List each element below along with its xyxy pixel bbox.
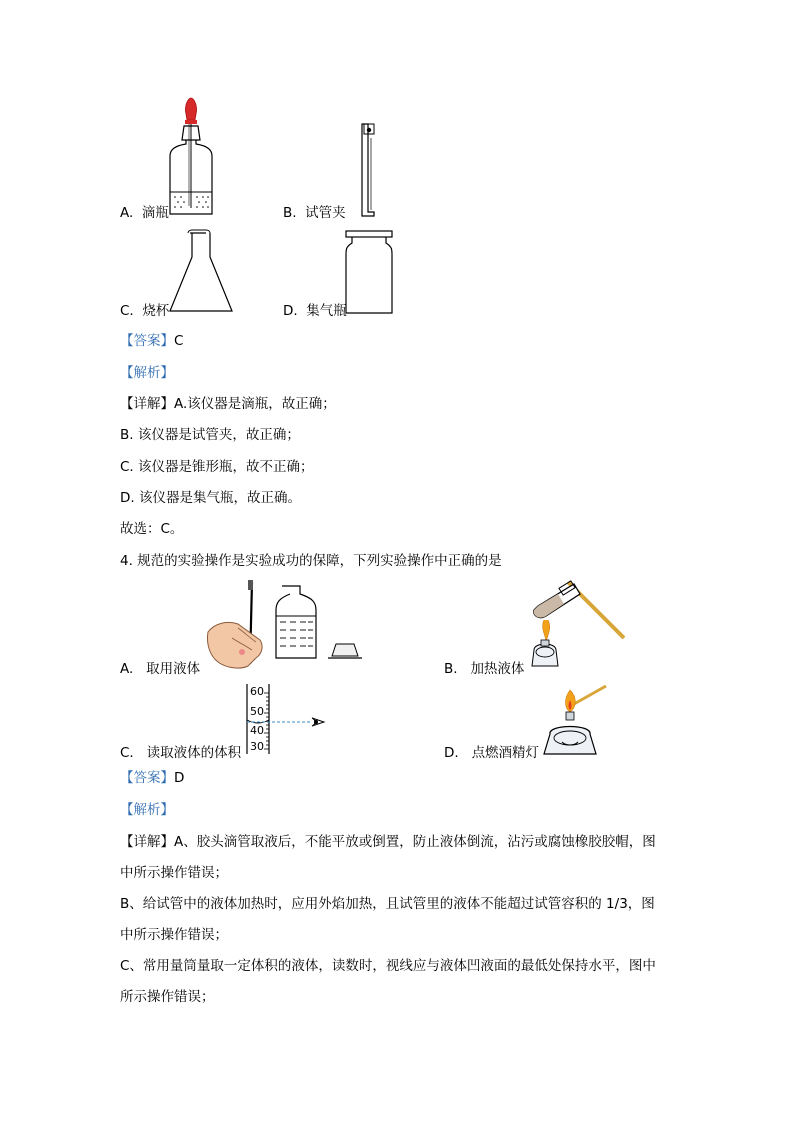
q3-detail-line-2: B. 该仪器是试管夹，故正确； (120, 427, 300, 443)
q4-detail-line-2: 中所示操作错误； (120, 865, 228, 881)
q3-option-b: B. 试管夹 (283, 205, 346, 221)
q4-analysis-heading: 【解析】 (120, 802, 174, 818)
heating-liquid-figure (524, 576, 630, 676)
q4-detail-line-6: 所示操作错误； (120, 989, 215, 1005)
conical-flask-figure (166, 229, 238, 317)
cylinder-tick-30: 30 (250, 740, 264, 753)
q3-detail-line-4: D. 该仪器是集气瓶，故正确。 (120, 490, 301, 506)
q4-detail-line-3: B、给试管中的液体加热时，应用外焰加热，且试管里的液体不能超过试管容积的 1/3，图 (120, 896, 655, 912)
q3-answer: 【答案】C (120, 333, 184, 349)
cylinder-tick-50: 50 (250, 705, 264, 718)
q4-option-d: D. 点燃酒精灯 (444, 745, 540, 761)
cylinder-tick-40: 40 (250, 724, 264, 737)
q4-detail-line-5: C、常用量筒量取一定体积的液体，读数时，视线应与液体凹液面的最低处保持水平，图中 (120, 958, 656, 974)
alcohol-lamp-figure (540, 684, 610, 758)
q4-answer: 【答案】D (120, 770, 185, 786)
q4-stem: 4. 规范的实验操作是实验成功的保障，下列实验操作中正确的是 (120, 553, 502, 569)
cylinder-tick-60: 60 (250, 685, 264, 698)
q4-option-b: B. 加热液体 (444, 661, 525, 677)
dropper-handling-figure (204, 580, 364, 672)
dropper-bottle-figure (164, 96, 220, 218)
q4-detail-line-4: 中所示操作错误； (120, 927, 228, 943)
q3-option-a: A. 滴瓶 (120, 205, 169, 221)
q4-detail-line-1: 【详解】A、胶头滴管取液后，不能平放或倒置，防止液体倒流，沾污或腐蚀橡胶胶帽，图 (120, 834, 656, 850)
q3-detail-line-3: C. 该仪器是锥形瓶，故不正确； (120, 459, 314, 475)
test-tube-holder-figure (354, 120, 380, 218)
q4-option-a: A. 取用液体 (120, 661, 201, 677)
gas-jar-figure (342, 229, 398, 317)
q3-conclusion: 故选：C。 (120, 521, 184, 537)
q3-detail-line-1: 【详解】A.该仪器是滴瓶，故正确； (120, 396, 336, 412)
q3-option-c: C. 烧杯 (120, 303, 170, 319)
q4-option-c: C. 读取液体的体积 (120, 745, 242, 761)
q3-analysis-heading: 【解析】 (120, 365, 174, 381)
graduated-cylinder-figure (244, 684, 334, 754)
dropper-cap (185, 98, 196, 120)
q3-option-d: D. 集气瓶 (283, 303, 347, 319)
